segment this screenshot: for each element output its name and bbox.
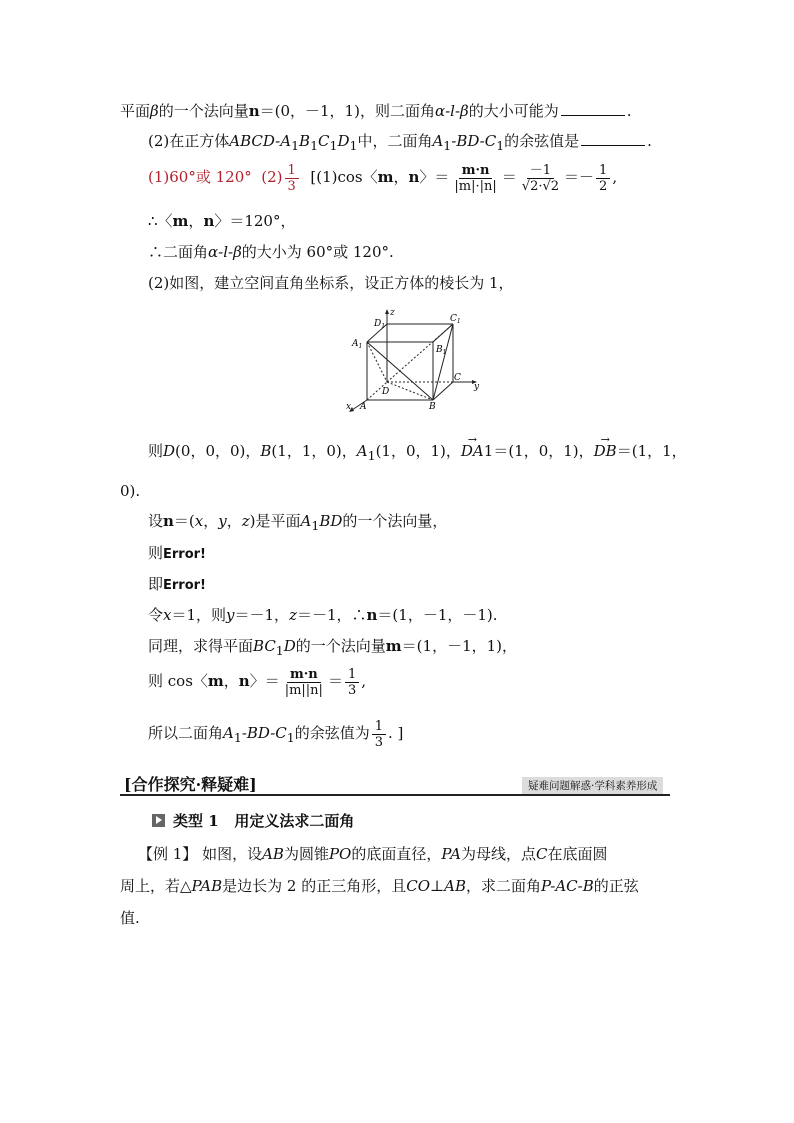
- example-line-2: 周上，若△PAB是边长为 2 的正三角形，且CO⊥AB，求二面角P-AC-B的正弦: [120, 877, 639, 895]
- label-y: y: [474, 382, 480, 392]
- cube-figure: [340, 308, 480, 416]
- solution-line-10: 则Error!: [148, 544, 206, 562]
- solution-line-4: ∴〈m，n〉＝120°，: [148, 212, 296, 230]
- section-tag: 疑难问题解惑·学科素养形成: [522, 777, 663, 794]
- label-B1: $B_1$: [436, 345, 447, 356]
- type-heading: 类型 1 用定义法求二面角: [152, 810, 354, 832]
- label-x: x: [346, 402, 352, 412]
- solution-line-7: 则D(0，0，0)，B(1，1，0)，$A_1(1$，0，1)，→ DA1＝(1，0，1)，→ DB＝(1，1，: [148, 440, 687, 467]
- fraction: $\frac{m\cdot n}{|m||n|}$: [284, 666, 323, 698]
- solution-line-15: 所以二面角$A_1-BD-C_1$的余弦值为 $\frac{1}{3}$ . ]: [148, 718, 404, 750]
- solution-line-8: 0).: [120, 482, 141, 500]
- label-A1: $A_1$: [352, 339, 363, 350]
- label-C1: $C_1$: [450, 314, 461, 325]
- fraction: $\frac{m\cdot n}{|m|\cdot|n|}$: [454, 162, 497, 194]
- fraction: $\frac{1}{2}$: [596, 163, 610, 194]
- solution-line-5: ∴二面角α-l-β的大小为 60°或 120°.: [148, 243, 394, 261]
- fraction: $\frac{1}{3}$: [285, 163, 299, 194]
- diag-DB: [387, 382, 433, 400]
- label-A: A: [360, 402, 367, 412]
- solution-line-11: 即Error!: [148, 575, 206, 593]
- diag-A1D: [367, 342, 387, 382]
- diag-BC1: [433, 324, 453, 400]
- solution-line-9: 设n＝(x，y，z)是平面$A_1BD$的一个法向量，: [148, 512, 448, 533]
- example-line-1: 【例 1】 如图，设AB为圆锥PO的底面直径，PA为母线，点C在底面圆: [138, 845, 608, 863]
- label-D1: $D_1$: [374, 319, 386, 330]
- solution-line-6: (2)如图，建立空间直角坐标系，设正方体的棱长为 1，: [148, 274, 514, 292]
- fraction: $\frac{1}{3}$: [345, 667, 359, 698]
- answer-blank: [561, 101, 625, 116]
- problem-line-2: (2)在正方体ABCD-$A_1B_1C_1D_1$中，二面角$A_1-BD-C_1$的余弦值是 .: [148, 132, 652, 153]
- label-D: D: [382, 387, 390, 397]
- label-B: B: [429, 402, 436, 412]
- edge-BC: [433, 382, 453, 400]
- solution-line-14: 则 cos〈m，n〉＝ $\frac{m\cdot n}{|m||n|}$ ＝ $\frac{1}{3}$ ,: [148, 666, 367, 698]
- play-triangle-icon: [152, 814, 165, 827]
- problem-line-1: 平面β的一个法向量n＝(0，－1，1)，则二面角α-l-β的大小可能为 .: [120, 102, 632, 120]
- fraction: $\frac{1}{3}$: [372, 719, 386, 750]
- z-arrow: [385, 309, 389, 314]
- label-z: z: [390, 308, 395, 318]
- section-title: [合作探究·释疑难]: [124, 775, 257, 794]
- solution-line-12: 令x＝1，则y＝－1，z＝－1，∴n＝(1，－1，－1).: [148, 606, 498, 624]
- answer-blank: [581, 131, 645, 146]
- label-C: C: [454, 373, 461, 383]
- answer-line: (1)60°或 120° (2) $\frac{1}{3}$ [(1)cos〈m，n〉＝ $\frac{m\cdot n}{|m|\cdot|n|}$ ＝ $\frac{-1}{√2\cdot√2}$ ＝－ $\frac{1}{2}$ ,: [148, 162, 618, 194]
- solution-line-13: 同理，求得平面$BC_1D$的一个法向量m＝(1，－1，1)，: [148, 637, 518, 658]
- example-line-3: 值.: [120, 909, 140, 927]
- fraction: $\frac{-1}{√2\cdot√2}$: [521, 162, 560, 194]
